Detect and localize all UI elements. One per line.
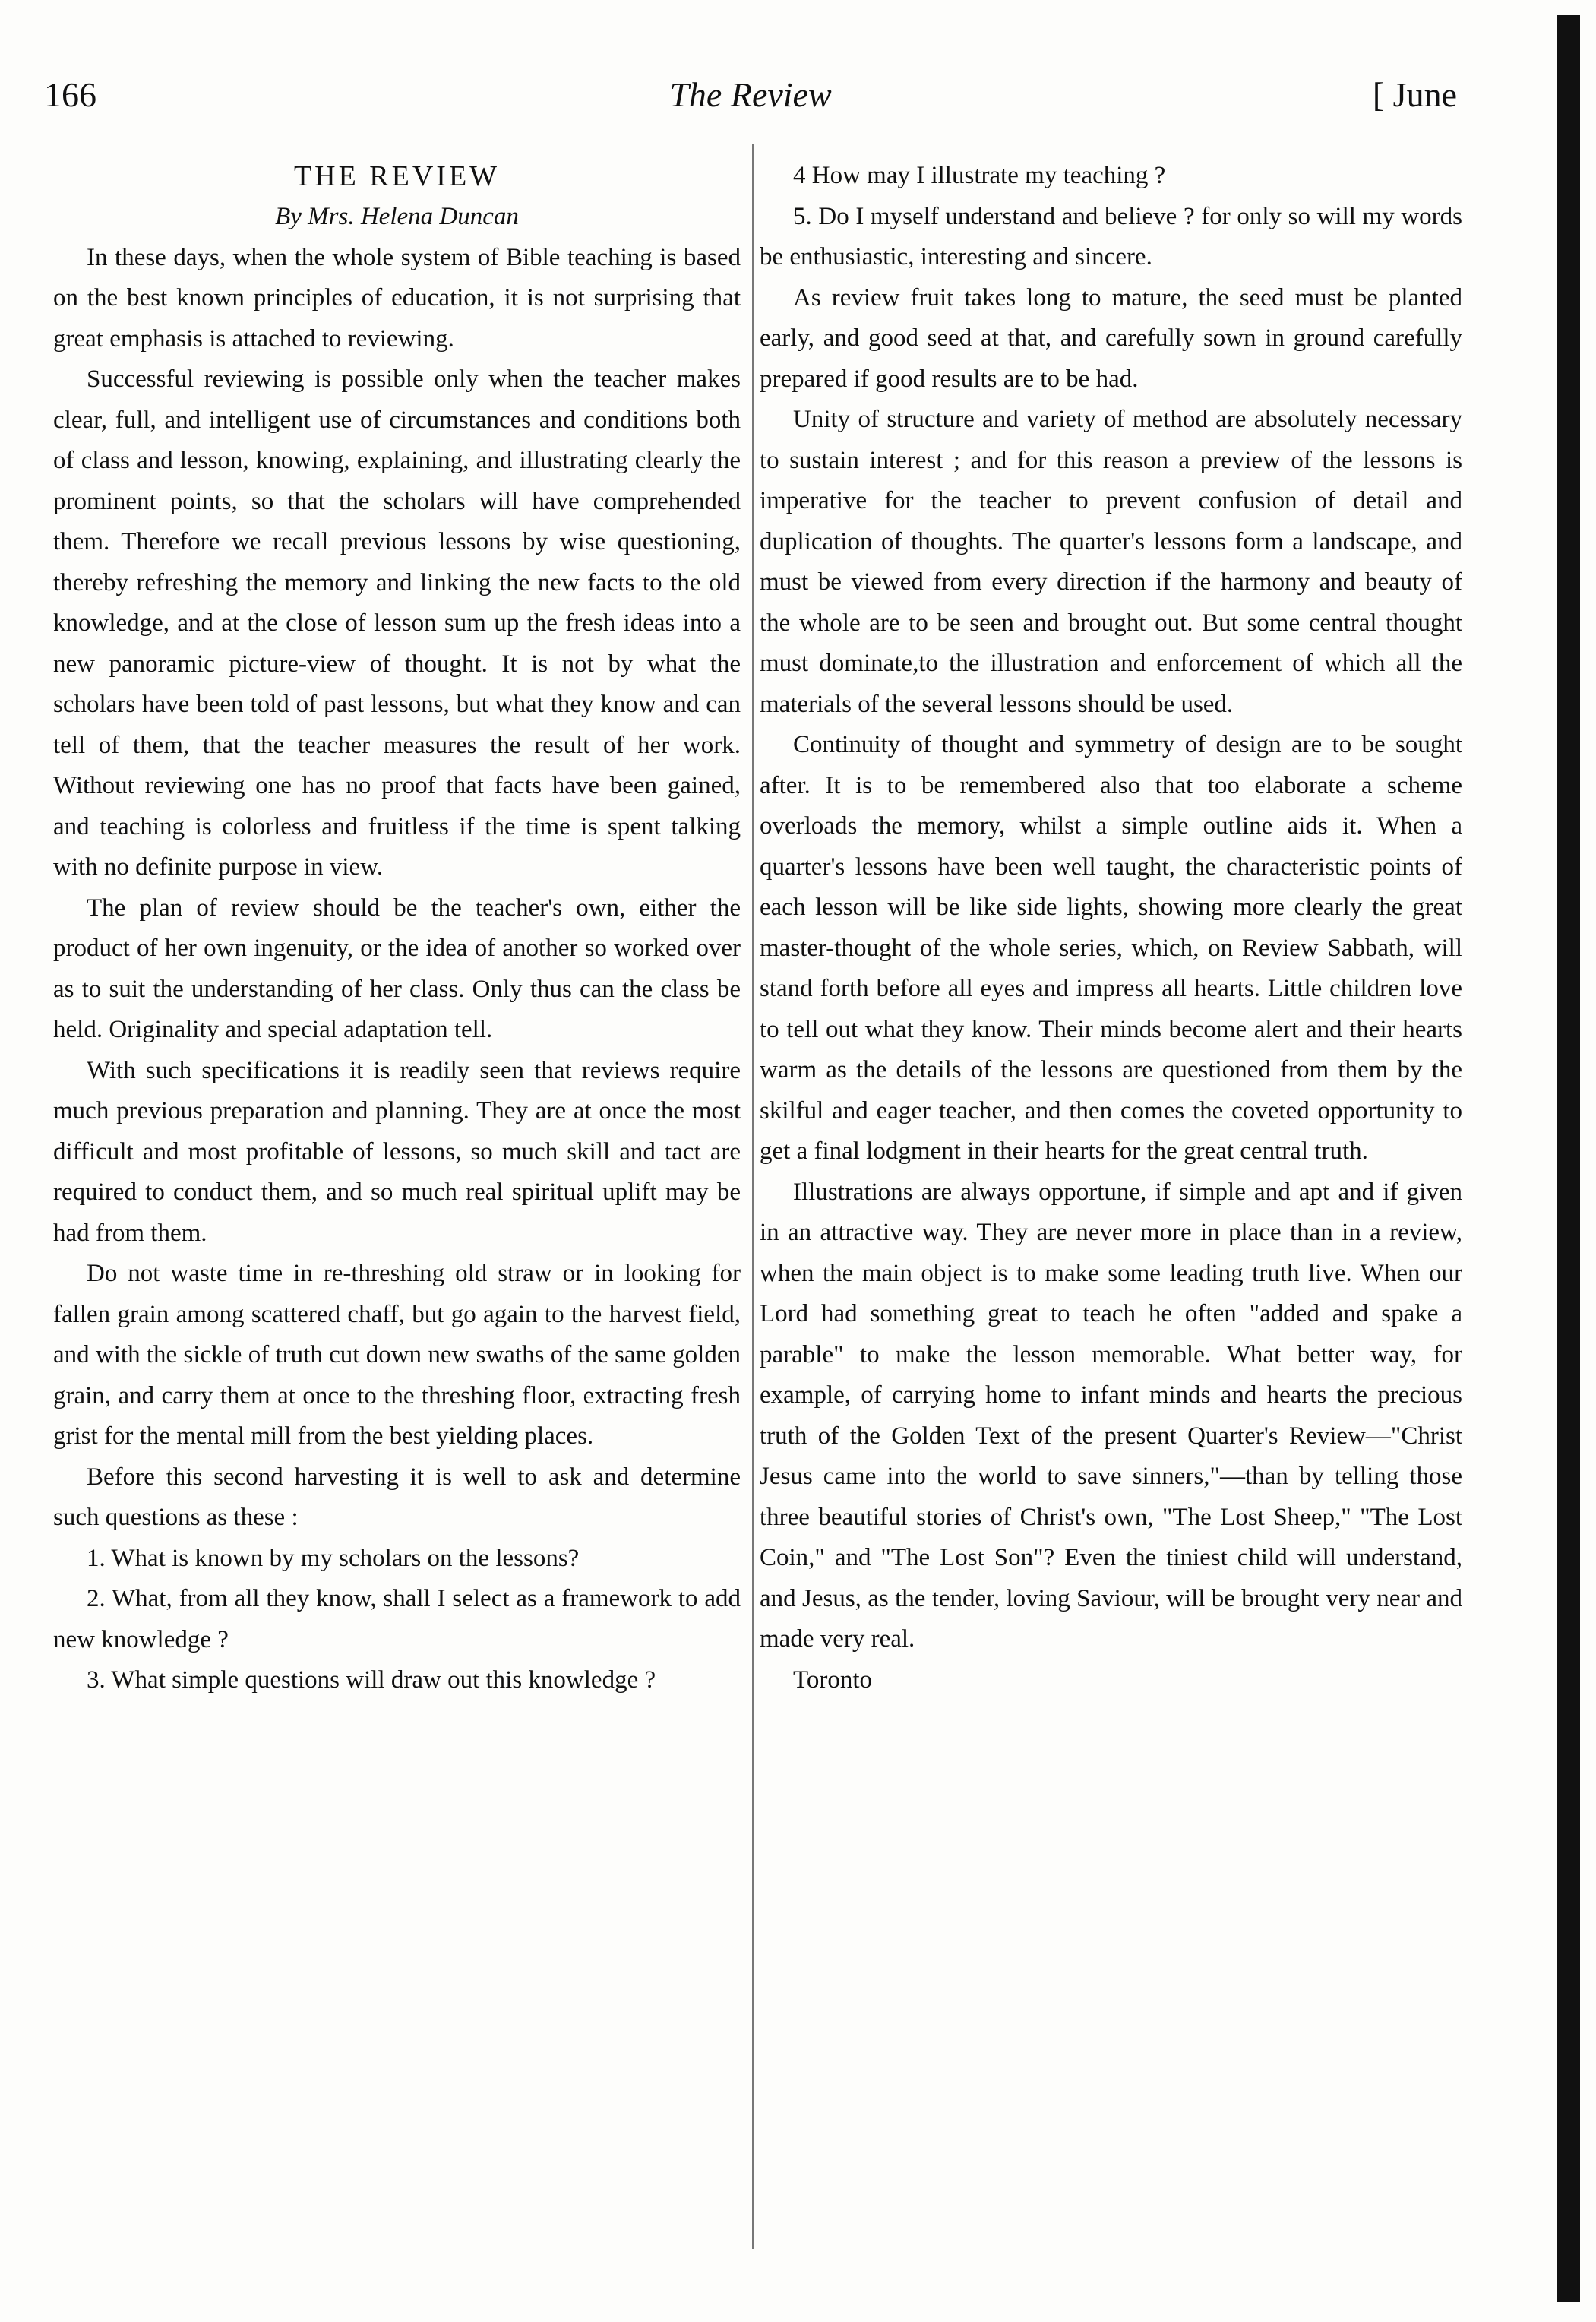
question-item: 1. What is known by my scholars on the lessons?: [87, 1544, 580, 1572]
paragraph: In these days, when the whole system of Bible teaching is based on the best known principles of education, it is not surprising that great emphasis is attached to reviewing.: [53, 243, 741, 353]
left-column: [53, 156, 741, 1701]
byline: By Mrs. Helena Duncan: [275, 203, 519, 230]
paragraph: Before this second harvesting it is well to ask and determine such questions as these :: [53, 1463, 741, 1531]
paragraph: The plan of review should be the teacher's own, either the product of her own ingenuity, or the idea of another so worked over as to suit the understanding of her class. Only thus can the class be held. Originality and special adaptation tell.: [53, 894, 741, 1043]
signoff-location: Toronto: [793, 1666, 873, 1694]
question-item: 5. Do I myself understand and believe ? for only so will my words be enthusiastic, interesting and sincere.: [760, 202, 1462, 270]
question-item: 4 How may I illustrate my teaching ?: [793, 162, 1166, 189]
paragraph: Continuity of thought and symmetry of design are to be sought after. It is to be remembered also that too elaborate a scheme overloads the memory, whilst a simple outline aids it. When a quarter's lessons have been well taught, the characteristic points of each lesson will be like side lights, showing more clearly the great master-thought of the whole series, which, on Review Sabbath, will stand forth before all eyes and impress all hearts. Little children love to tell out what they know. Their minds become alert and their hearts warm as the details of the lessons are questioned from them by the skilful and eager teacher, and then comes the coveted opportunity to get a final lodgment in their hearts for the great central truth.: [760, 731, 1462, 1165]
paragraph: With such specifications it is readily seen that reviews require much previous preparation and planning. They are at once the most difficult and most profitable of lessons, so much skill and tact are required to conduct them, and so much real spiritual uplift may be had from them.: [53, 1056, 741, 1247]
month-label: [ June: [1372, 75, 1457, 114]
running-title: The Review: [669, 75, 832, 114]
paragraph: As review fruit takes long to mature, the seed must be planted early, and good seed at that, and carefully sown in ground carefully prepared if good results are to be had.: [760, 283, 1462, 393]
paragraph: Do not waste time in re-threshing old straw or in looking for fallen grain among scattered chaff, but go again to the harvest field, and with the sickle of truth cut down new swaths of the same golden grain, and carry them at once to the threshing floor, extracting fresh grist for the mental mill from the best yielding places.: [53, 1260, 741, 1450]
page-number: 166: [44, 75, 96, 114]
right-column: [760, 156, 1462, 1700]
page-edge-shadow: [1557, 15, 1580, 2302]
column-divider: [752, 144, 754, 2249]
question-item: 3. What simple questions will draw out this knowledge ?: [87, 1666, 656, 1694]
question-item: 2. What, from all they know, shall I select as a framework to add new knowledge ?: [53, 1585, 741, 1653]
page-header: [44, 74, 1457, 128]
article-title: THE REVIEW: [293, 160, 501, 192]
paragraph: Unity of structure and variety of method are absolutely necessary to sustain interest ; and for this reason a preview of the lessons is imperative for the teacher to prevent confusion of detail and duplication of thoughts. The quarter's lessons form a landscape, and must be viewed from every direction if the harmony and beauty of the whole are to be seen and brought out. But some central thought must dominate,to the illustration and enforcement of which all the materials of the several lessons should be used.: [760, 406, 1462, 718]
paragraph: Illustrations are always opportune, if simple and apt and if given in an attractive way. They are never more in place than in a review, when the main object is to make some leading truth live. When our Lord had something great to teach he often "added and spake a parable" to make the lesson memorable. What better way, for example, of carrying home to infant minds and hearts the precious truth of the Golden Text of the present Quarter's Review—"Christ Jesus came into the world to save sinners,"—than by telling those three beautiful stories of Christ's own, "The Lost Sheep," "The Lost Coin," and "The Lost Son"? Even the tiniest child will understand, and Jesus, as the tender, loving Saviour, will be brought very near and made very real.: [760, 1178, 1462, 1653]
paragraph: Successful reviewing is possible only when the teacher makes clear, full, and intelligent use of circumstances and conditions both of class and lesson, knowing, explaining, and illustrating clearly the prominent points, so that the scholars will have comprehended them. Therefore we recall previous lessons by wise questioning, thereby refreshing the memory and linking the new facts to the old knowledge, and at the close of lesson sum up the fresh ideas into a new panoramic picture-view of thought. It is not by what the scholars have been told of past lessons, but what they know and can tell of them, that the teacher measures the result of her work. Without reviewing one has no proof that facts have been gained, and teaching is colorless and fruitless if the time is spent talking with no definite purpose in view.: [53, 365, 741, 881]
